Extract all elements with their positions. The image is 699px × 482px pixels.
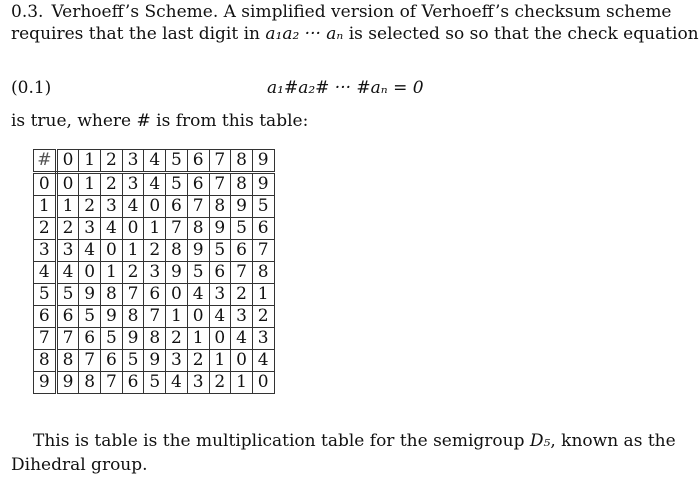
table-cell: 3 [122, 173, 144, 196]
table-header-cell: 4 [144, 150, 166, 173]
table-cell: 9 [252, 173, 274, 196]
digit-sequence-math: a₁a₂ ··· aₙ [265, 24, 344, 44]
table-cell: 0 [56, 173, 79, 196]
table-cell: 8 [79, 372, 101, 394]
table-cell: 2 [101, 173, 123, 196]
check-equation [11, 78, 691, 100]
table-cell: 7 [231, 262, 253, 284]
intro-line-2 [11, 23, 699, 45]
table-cell: 7 [209, 173, 231, 196]
table-cell: 3 [56, 240, 79, 262]
table-cell: 4 [166, 372, 188, 394]
table-header-cell: 2 [101, 150, 123, 173]
table-cell: 4 [209, 306, 231, 328]
table-header-row [34, 150, 275, 173]
table-header-cell: 0 [56, 150, 79, 173]
after-equation-text: is true, where # is from this table: [11, 111, 309, 131]
section-heading-line [11, 1, 672, 23]
table-cell: 3 [101, 196, 123, 218]
table-cell: 7 [122, 284, 144, 306]
equation-body: a₁#a₂# ··· #aₙ = 0 [267, 78, 424, 98]
table-cell: 8 [166, 240, 188, 262]
table-header-cell: 6 [187, 150, 209, 173]
table-cell: 1 [231, 372, 253, 394]
table-cell: 6 [166, 196, 188, 218]
table-row-label: 5 [34, 284, 57, 306]
intro-text-2b: is selected so so that the check equation [343, 24, 699, 44]
table-cell: 2 [144, 240, 166, 262]
table-cell: 0 [209, 328, 231, 350]
table-row-label: 4 [34, 262, 57, 284]
table-cell: 1 [209, 350, 231, 372]
table-cell: 6 [231, 240, 253, 262]
table-header-cell: 7 [209, 150, 231, 173]
table-cell: 8 [144, 328, 166, 350]
table-cell: 4 [101, 218, 123, 240]
table-row-label: 8 [34, 350, 57, 372]
table-row [34, 306, 275, 328]
table-cell: 5 [101, 328, 123, 350]
table-cell: 5 [252, 196, 274, 218]
table-row [34, 173, 275, 196]
table-cell: 8 [252, 262, 274, 284]
table-cell: 6 [209, 262, 231, 284]
table-cell: 2 [209, 372, 231, 394]
semigroup-symbol: D₅ [529, 431, 551, 451]
closing-text-1a: This is table is the multiplication table for the semigroup [33, 431, 530, 451]
table-cell: 7 [79, 350, 101, 372]
table-cell: 1 [79, 173, 101, 196]
table-cell: 3 [144, 262, 166, 284]
table-cell: 0 [144, 196, 166, 218]
intro-text-1: Verhoeff’s Scheme. A simplified version of Verhoeff’s checksum scheme [51, 2, 672, 22]
table-cell: 0 [252, 372, 274, 394]
table-cell: 5 [56, 284, 79, 306]
table-row [34, 350, 275, 372]
table-cell: 2 [122, 262, 144, 284]
table-cell: 8 [209, 196, 231, 218]
table-cell: 7 [144, 306, 166, 328]
table-corner-cell: # [34, 150, 57, 173]
table-cell: 3 [209, 284, 231, 306]
table-cell: 9 [231, 196, 253, 218]
table-header-cell: 8 [231, 150, 253, 173]
table-cell: 9 [122, 328, 144, 350]
table-row [34, 240, 275, 262]
table-cell: 3 [252, 328, 274, 350]
table-cell: 4 [187, 284, 209, 306]
table-cell: 6 [144, 284, 166, 306]
table-cell: 1 [187, 328, 209, 350]
table-cell: 4 [144, 173, 166, 196]
table-cell: 6 [56, 306, 79, 328]
table-cell: 7 [166, 218, 188, 240]
table-row [34, 372, 275, 394]
table-cell: 6 [101, 350, 123, 372]
table-row-label: 7 [34, 328, 57, 350]
table-cell: 7 [101, 372, 123, 394]
table-header-cell: 3 [122, 150, 144, 173]
table-cell: 5 [122, 350, 144, 372]
table-cell: 9 [209, 218, 231, 240]
table-cell: 3 [166, 350, 188, 372]
table-cell: 4 [252, 350, 274, 372]
table-row-label: 2 [34, 218, 57, 240]
table-cell: 0 [79, 262, 101, 284]
section-number: 0.3. [11, 2, 44, 22]
table-cell: 2 [231, 284, 253, 306]
table-row-label: 0 [34, 173, 57, 196]
table-cell: 0 [166, 284, 188, 306]
table-cell: 8 [101, 284, 123, 306]
table-cell: 9 [56, 372, 79, 394]
table-cell: 2 [187, 350, 209, 372]
table-cell: 0 [101, 240, 123, 262]
table-row [34, 262, 275, 284]
table-row-label: 3 [34, 240, 57, 262]
table-cell: 9 [79, 284, 101, 306]
table-cell: 3 [187, 372, 209, 394]
table-cell: 9 [101, 306, 123, 328]
table-cell: 0 [231, 350, 253, 372]
table-cell: 2 [56, 218, 79, 240]
closing-line-1 [33, 430, 676, 452]
table-cell: 4 [122, 196, 144, 218]
table-cell: 9 [187, 240, 209, 262]
table-cell: 4 [231, 328, 253, 350]
table-cell: 1 [144, 218, 166, 240]
table-cell: 8 [187, 218, 209, 240]
table-cell: 8 [231, 173, 253, 196]
table-row [34, 284, 275, 306]
table-cell: 6 [187, 173, 209, 196]
table-cell: 6 [79, 328, 101, 350]
table-row [34, 328, 275, 350]
table-row [34, 196, 275, 218]
table-row-label: 1 [34, 196, 57, 218]
table-header-cell: 9 [252, 150, 274, 173]
table-cell: 8 [56, 350, 79, 372]
table-cell: 3 [231, 306, 253, 328]
table-cell: 8 [122, 306, 144, 328]
table-cell: 5 [187, 262, 209, 284]
table-cell: 5 [144, 372, 166, 394]
intro-text-2a: requires that the last digit in [11, 24, 266, 44]
table-cell: 5 [166, 173, 188, 196]
multiplication-table [33, 149, 275, 394]
table-cell: 2 [252, 306, 274, 328]
table-cell: 1 [101, 262, 123, 284]
table-cell: 6 [122, 372, 144, 394]
table-header-cell: 1 [79, 150, 101, 173]
equation-label: (0.1) [11, 78, 52, 98]
table-cell: 9 [144, 350, 166, 372]
table-cell: 4 [79, 240, 101, 262]
table-header-cell: 5 [166, 150, 188, 173]
table-cell: 5 [79, 306, 101, 328]
table-cell: 0 [187, 306, 209, 328]
table-cell: 1 [122, 240, 144, 262]
table-cell: 5 [231, 218, 253, 240]
table-cell: 7 [56, 328, 79, 350]
table-cell: 1 [252, 284, 274, 306]
table-cell: 6 [252, 218, 274, 240]
table-row-label: 6 [34, 306, 57, 328]
table-cell: 1 [56, 196, 79, 218]
table-cell: 7 [252, 240, 274, 262]
table-cell: 5 [209, 240, 231, 262]
table-cell: 4 [56, 262, 79, 284]
table-cell: 1 [166, 306, 188, 328]
table-cell: 0 [122, 218, 144, 240]
table-cell: 9 [166, 262, 188, 284]
table-row [34, 218, 275, 240]
table-cell: 2 [79, 196, 101, 218]
table-cell: 3 [79, 218, 101, 240]
closing-text-1b: , known as the [550, 431, 676, 451]
table-row-label: 9 [34, 372, 57, 394]
closing-line-2: Dihedral group. [11, 455, 148, 475]
table-cell: 7 [187, 196, 209, 218]
table-cell: 2 [166, 328, 188, 350]
